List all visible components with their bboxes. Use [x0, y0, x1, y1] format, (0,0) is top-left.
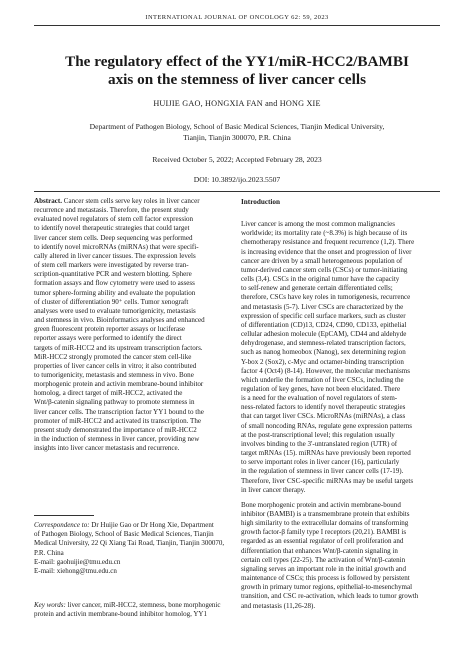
body-line: Therefore, liver CSC-specific miRNAs may be useful targets — [241, 476, 414, 485]
keywords-label: Key words: — [34, 601, 66, 609]
body-line: Liver cancer is among the most common malignancies — [241, 220, 396, 229]
abstract-line: liver cancer stem cells. Deep sequencing was performed — [34, 233, 193, 242]
correspondence-label: Correspondence to: — [34, 521, 90, 529]
abstract-line: of cluster of differentiation 90⁺ cells. Tumor xenograft — [34, 297, 189, 306]
body-line: Bone morphogenic protein and activin membrane-bound — [241, 500, 401, 509]
introduction-column — [241, 197, 440, 611]
abstract-line: of stem cell markers were investigated by reverse tran- — [34, 261, 189, 270]
abstract-column — [34, 197, 233, 453]
body-line: cancer are driven by a small heterogeneous population of — [241, 256, 403, 265]
abstract-line: in the induction of stemness in liver cancer, providing new — [34, 435, 200, 444]
abstract-line: cally altered in liver cancer tissues. The expression levels — [34, 251, 196, 260]
affiliation-line: Tianjin, Tianjin 300070, P.R. China — [183, 133, 291, 142]
body-line: to self-renew and generate certain differentiated cells; — [241, 284, 393, 293]
body-line: growth factor-β family type I receptors (20,21). BAMBI is — [241, 528, 407, 537]
body-line: such as nanog homeobox (Nanog), sex determining region — [241, 348, 406, 357]
body-line: is a need for the evaluation of novel regulators of stem- — [241, 394, 398, 403]
abstract-line: to identify novel therapeutic strategies that could target — [34, 224, 190, 233]
section-heading: Introduction — [241, 198, 281, 206]
email-link[interactable]: E-mail: xiehong@tmu.edu.cn — [34, 567, 117, 576]
abstract-line: Wnt/β-catenin signaling pathway to promote stemness in — [34, 398, 195, 407]
abstract-line: properties of liver cancer cells in vitro; it also contributed — [34, 361, 197, 370]
article-title — [34, 53, 440, 89]
body-line: at the post-transcriptional level; this regulation usually — [241, 430, 395, 439]
body-line: ness-related factors to identify novel therapeutic strategies — [241, 403, 406, 412]
abstract-line: scription-quantitative PCR and western blotting. Sphere — [34, 270, 192, 279]
body-line: cellular adhesion molecule (EpCAM), CD44 and aldehyde — [241, 330, 407, 339]
abstract-line: targets of miR-HCC2 and its upstream transcription factors. — [34, 343, 203, 352]
body-line: regulation of key genes, have not been elucidated. There — [241, 384, 401, 393]
abstract-line: reporter assays were performed to identify the direct — [34, 334, 182, 343]
body-line: therefore, CSCs have key roles in tumorigenesis, recurrence — [241, 293, 411, 302]
header-rule — [34, 25, 440, 26]
body-line: dehydrogenase, and stemness-related transcription factors, — [241, 339, 406, 348]
body-line: factor 4 (Oct4) (8-14). However, the molecular mechanisms — [241, 366, 410, 375]
body-line: and metastasis (5-7). Liver CSCs are characterized by the — [241, 302, 404, 311]
keywords — [34, 601, 233, 619]
publication-dates: Received October 5, 2022; Accepted February 28, 2023 — [152, 155, 322, 164]
body-line: inhibitor (BAMBI) is a transmembrane protein that exhibits — [241, 510, 410, 518]
abstract-line: to identify novel microRNAs (miRNAs) that were specifi- — [34, 242, 199, 251]
body-line: in the regulation of stemness in liver cancer cells (17-19). — [241, 467, 404, 476]
abstract-line: formation assays and flow cytometry were used to assess — [34, 279, 195, 288]
abstract-line: homolog, a direct target of miR-HCC2, activated the — [34, 389, 183, 398]
abstract-line: to tumorigenicity, metastasis and stemness in vivo. Bone — [34, 370, 194, 379]
body-line: expression of specific cell surface markers, such as cluster — [241, 311, 406, 320]
footnote-rule — [34, 515, 94, 516]
abstract-line: and stemness in vivo. Bioinformatics analyses and enhanced — [34, 316, 205, 325]
abstract-line: insights into liver cancer metastasis and recurrence. — [34, 444, 180, 453]
body-line: high similarity to the extracellular domains of transforming — [241, 519, 409, 528]
affiliation-line: Department of Pathogen Biology, School of Basic Medical Sciences, Tianjin Medical University, — [89, 122, 385, 131]
correspondence-line: Medical University, 22 Qi Xiang Tai Road, Tianjin, Tianjin 300070, — [34, 539, 225, 548]
keywords-line: protein and activin membrane-bound inhibitor homolog, YY1 — [34, 610, 207, 619]
title-line: The regulatory effect of the YY1/miR-HCC2/BAMBI — [65, 53, 409, 70]
author-list: HUIJIE GAO, HONGXIA FAN and HONG XIE — [153, 99, 321, 108]
body-line: worldwide; its mortality rate (~8.3%) is high because of its — [241, 229, 408, 238]
affiliation — [34, 121, 440, 143]
body-line: in liver cancer therapy. — [241, 485, 306, 494]
abstract-line: evaluated novel regulators of stem cell factor expression — [34, 215, 194, 224]
body-line: of differentiation (CD)13, CD24, CD90, CD133, epithelial — [241, 320, 407, 329]
body-line: growth in primary tumor regions, epithelial-to-mesenchymal — [241, 583, 413, 592]
abstract-line: analyses were used to evaluate tumorigenicity, metastasis — [34, 306, 196, 315]
running-head: INTERNATIONAL JOURNAL OF ONCOLOGY 62: 59, 2023 — [145, 14, 329, 21]
abstract-label: Abstract. — [34, 197, 62, 205]
abstract-line: recurrence and metastasis. Therefore, the present study — [34, 206, 189, 215]
abstract-line: tumor sphere-forming ability and evaluate the population — [34, 288, 196, 297]
abstract-line: morphogenic protein and activin membrane-bound inhibitor — [34, 380, 204, 389]
body-line: of small noncoding RNAs, regulate gene expression patterns — [241, 421, 413, 430]
body-line: is increasing evidence that the onset and progression of liver — [241, 247, 412, 256]
body-line: certain cell types (22-25). The activation of Wnt/β-catenin — [241, 555, 406, 564]
abstract-line: Abstract. Cancer stem cells serve key roles in liver cancer — [34, 197, 200, 205]
body-line: chemotherapy resistance and frequent recurrence (1,2). There — [241, 238, 415, 247]
body-line: target mRNAs (15). miRNAs have previously been reported — [241, 449, 411, 458]
abstract-line: liver cancer cells. The transcription factor YY1 bound to the — [34, 407, 204, 416]
correspondence-line: of Pathogen Biology, School of Basic Medical Sciences, Tianjin — [34, 530, 214, 539]
doi-link[interactable]: DOI: 10.3892/ijo.2023.5507 — [193, 175, 281, 184]
body-line: maintenance of CSCs; this process is followed by persistent — [241, 574, 410, 583]
abstract-line: promoter of miR-HCC2 and activated its transcription. The — [34, 416, 202, 425]
body-line: to serve important roles in liver cancer (16), particularly — [241, 458, 400, 467]
correspondence-line: Correspondence to: Dr Huijie Gao or Dr Hong Xie, Department — [34, 521, 214, 529]
body-line: tumor-derived cancer stem cells (CSCs) or tumor-initiating — [241, 265, 408, 274]
body-line: which underlie the formation of liver CSCs, including the — [241, 375, 404, 384]
body-line: and metastasis (11,26-28). — [241, 601, 316, 610]
body-line: involves binding to the 3'-untranslated region (UTR) of — [241, 439, 398, 448]
body-line: transition, and CSC re-activation, which leads to tumor growth — [241, 592, 419, 601]
body-line: cells (3,4). CSCs in the original tumor have the capacity — [241, 275, 400, 284]
abstract-line: MiR-HCC2 strongly promoted the cancer stem cell-like — [34, 352, 192, 361]
abstract-line: present study demonstrated the importance of miR-HCC2 — [34, 425, 197, 434]
body-line: Y-box 2 (Sox2), c-Myc and octamer-binding transcription — [241, 357, 404, 366]
body-line: differentiation that enhances Wnt/β-catenin signaling in — [241, 546, 398, 555]
correspondence-note — [34, 521, 233, 576]
body-line: signaling serves an important role in the initial growth and — [241, 564, 406, 573]
section-divider — [34, 191, 440, 192]
correspondence-line: P.R. China — [34, 548, 64, 557]
abstract-line: green fluorescent protein reporter assays or luciferase — [34, 325, 186, 334]
email-link[interactable]: E-mail: gaohuijie@tmu.edu.cn — [34, 557, 121, 566]
keywords-line: Key words: liver cancer, miR-HCC2, stemness, bone morphogenic — [34, 601, 221, 609]
body-line: regarded as an essential regulator of cell proliferation and — [241, 537, 404, 546]
title-line: axis on the stemness of liver cancer cells — [107, 71, 366, 88]
body-line: that can target liver CSCs. MicroRNAs (miRNAs), a class — [241, 412, 406, 421]
